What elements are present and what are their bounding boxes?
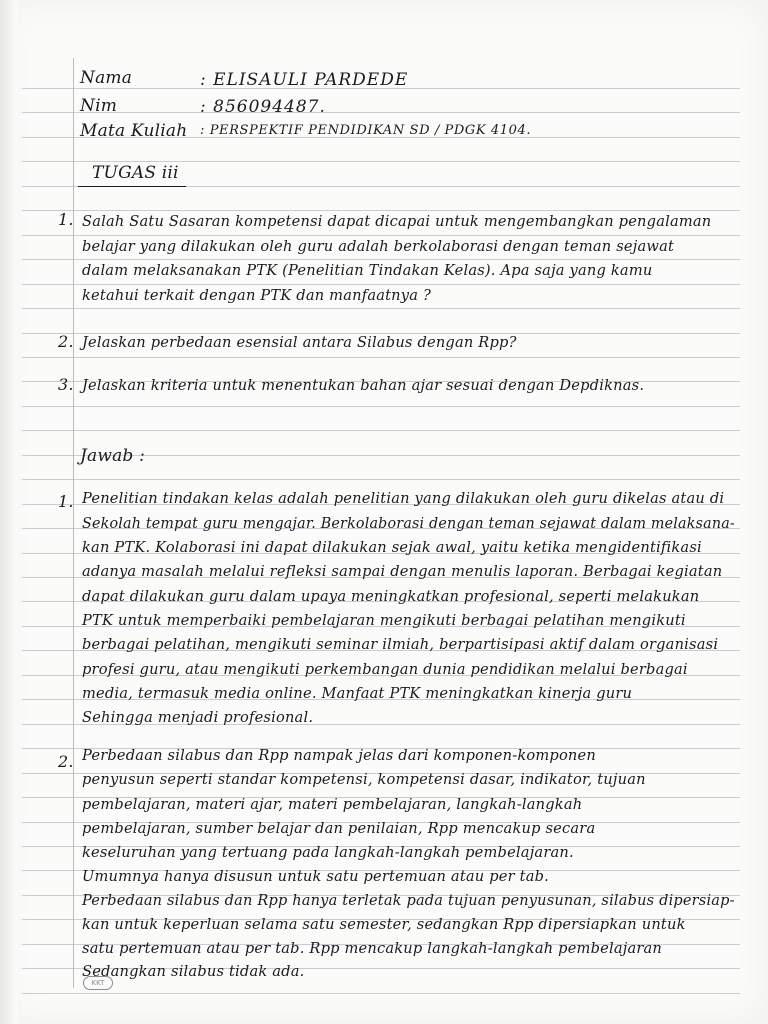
answer-1-line: Penelitian tindakan kelas adalah penelitian yang dilakukan oleh guru dikelas atau di bbox=[82, 490, 725, 507]
question-2-number: 2. bbox=[58, 332, 74, 351]
answer-2-line: penyusun seperti standar kompetensi, kompetensi dasar, indikator, tujuan bbox=[82, 771, 646, 788]
question-1-line: belajar yang dilakukan oleh guru adalah berkolaborasi dengan teman sejawat bbox=[82, 238, 675, 255]
ruled-line bbox=[22, 112, 740, 113]
footer-stamp: KKT bbox=[83, 976, 113, 990]
question-1-line: ketahui terkait dengan PTK dan manfaatnya ? bbox=[82, 287, 431, 304]
question-1-number: 1. bbox=[58, 210, 74, 229]
ruled-line bbox=[22, 357, 740, 358]
answer-2-line: pembelajaran, sumber belajar dan penilaian, Rpp mencakup secara bbox=[82, 820, 596, 837]
nim-label: Nim bbox=[80, 96, 118, 116]
answer-1-line: Sehingga menjadi profesional. bbox=[82, 709, 314, 726]
answer-2-number: 2. bbox=[58, 752, 74, 771]
nama-value: : ELISAULI PARDEDE bbox=[200, 70, 409, 90]
ruled-line bbox=[22, 259, 740, 260]
matkul-value: : PERSPEKTIF PENDIDIKAN SD / PDGK 4104. bbox=[200, 123, 532, 138]
answer-1-line: berbagai pelatihan, mengikuti seminar ilmiah, berpartisipasi aktif dalam organisasi bbox=[82, 636, 719, 653]
margin-line bbox=[73, 58, 74, 988]
answer-2-line: Umumnya hanya disusun untuk satu pertemuan atau per tab. bbox=[82, 868, 549, 885]
tugas-underline bbox=[78, 186, 186, 187]
question-1-line: dalam melaksanakan PTK (Penelitian Tindakan Kelas). Apa saja yang kamu bbox=[82, 262, 653, 279]
answer-1-line: Sekolah tempat guru mengajar. Berkolaborasi dengan teman sejawat dalam melaksana- bbox=[82, 515, 735, 532]
answer-1-line: kan PTK. Kolaborasi ini dapat dilakukan sejak awal, yaitu ketika mengidentifikasi bbox=[82, 539, 702, 556]
tugas-title: TUGAS iii bbox=[92, 163, 179, 183]
ruled-line bbox=[22, 210, 740, 211]
answer-1-line: PTK untuk memperbaiki pembelajaran mengikuti berbagai pelatihan mengikuti bbox=[82, 612, 686, 629]
answer-1-line: dapat dilakukan guru dalam upaya meningkatkan profesional, seperti melakukan bbox=[82, 588, 700, 605]
ruled-line bbox=[22, 235, 740, 236]
answer-2-line: Perbedaan silabus dan Rpp nampak jelas dari komponen-komponen bbox=[82, 747, 596, 764]
answer-2-line: Perbedaan silabus dan Rpp hanya terletak pada tujuan penyusunan, silabus dipersiap- bbox=[82, 892, 735, 909]
ruled-line bbox=[22, 284, 740, 285]
question-2-line: Jelaskan perbedaan esensial antara Silabus dengan Rpp? bbox=[82, 334, 517, 351]
nama-label: Nama bbox=[80, 68, 133, 88]
ruled-line bbox=[22, 308, 740, 309]
question-3-line: Jelaskan kriteria untuk menentukan bahan ajar sesuai dengan Depdiknas. bbox=[82, 377, 645, 394]
matkul-label: Mata Kuliah bbox=[80, 121, 188, 141]
answer-1-line: profesi guru, atau mengikuti perkembangan dunia pendidikan melalui berbagai bbox=[82, 661, 688, 678]
answer-2-line: satu pertemuan atau per tab. Rpp mencakup langkah-langkah pembelajaran bbox=[82, 940, 663, 957]
answer-1-line: adanya masalah melalui refleksi sampai dengan menulis laporan. Berbagai kegiatan bbox=[82, 563, 723, 580]
answer-2-line: Sedangkan silabus tidak ada. bbox=[82, 963, 305, 980]
answer-2-line: keseluruhan yang tertuang pada langkah-langkah pembelajaran. bbox=[82, 844, 574, 861]
answer-2-line: kan untuk keperluan selama satu semester, sedangkan Rpp dipersiapkan untuk bbox=[82, 916, 686, 933]
ruled-line bbox=[22, 161, 740, 162]
ruled-line bbox=[22, 406, 740, 407]
answer-1-line: media, termasuk media online. Manfaat PTK meningkatkan kinerja guru bbox=[82, 685, 633, 702]
nim-value: : 856094487. bbox=[200, 97, 326, 117]
ruled-line bbox=[22, 430, 740, 431]
ruled-line bbox=[22, 479, 740, 480]
jawab-label: Jawab : bbox=[80, 446, 146, 466]
ruled-line bbox=[22, 993, 740, 994]
question-3-number: 3. bbox=[58, 375, 74, 394]
answer-1-number: 1. bbox=[58, 492, 74, 511]
question-1-line: Salah Satu Sasaran kompetensi dapat dicapai untuk mengembangkan pengalaman bbox=[82, 213, 712, 230]
answer-2-line: pembelajaran, materi ajar, materi pembelajaran, langkah-langkah bbox=[82, 796, 583, 813]
